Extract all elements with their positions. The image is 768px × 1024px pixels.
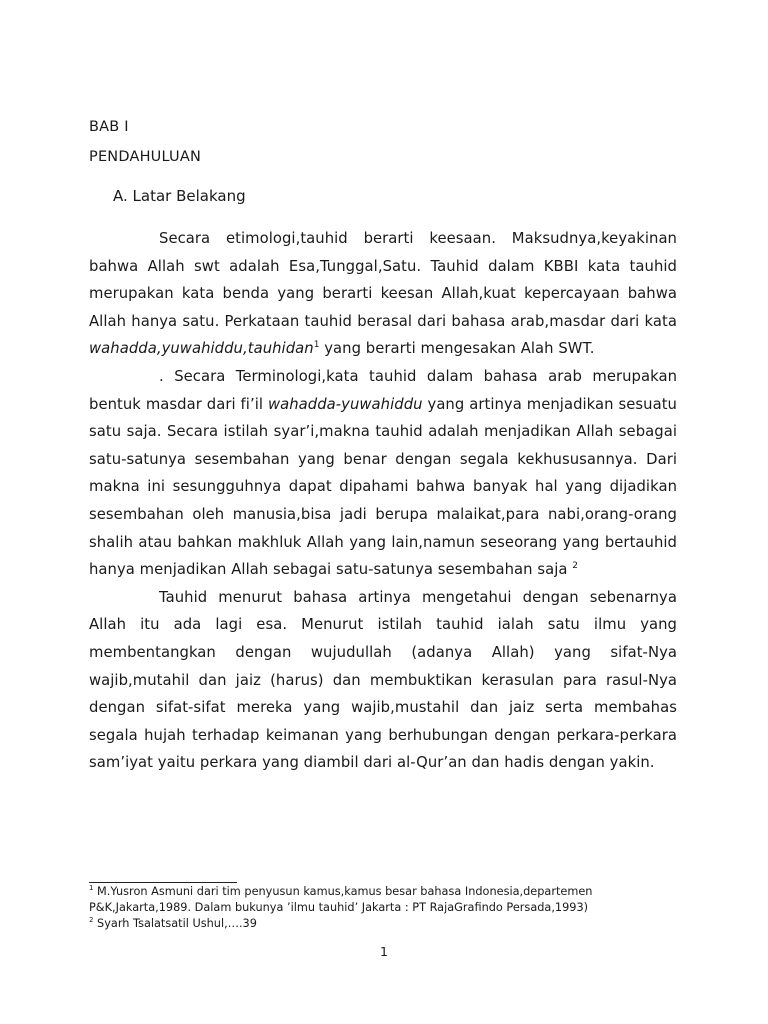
text-run: . Secara Terminologi,kata tauhid dalam bahasa arab merupakan bentuk masdar dari fi’il: [89, 367, 677, 413]
text-run: Tauhid menurut bahasa artinya mengetahui dengan sebenarnya Allah itu ada lagi esa. Menurut istilah tauhid ialah satu ilmu yang membentangkan dengan wujudullah (adanya Allah) yang sifat-Nya wajib,mutahil dan jaiz (harus) dan membuktikan kerasulan para rasul-Nya dengan sifat-sifat mereka yang wajib,mustahil dan jaiz serta membahas segala hujah terhadap keimanan yang berhubungan dengan perkara-perkara sam’iyat yaitu perkara yang diambil dari al-Qur’an dan hadis dengan yakin.: [89, 588, 677, 772]
text-run: yang artinya menjadikan sesuatu satu saja. Secara istilah syar’i,makna tauhid adalah menjadikan Allah sebagai satu-satunya sesembahan yang benar dengan segala kekhususannya. Dari makna ini sesungguhnya dapat dipahami bahwa banyak hal yang dijadikan sesembahan oleh manusia,bisa jadi berupa malaikat,para nabi,orang-orang shalih atau bahkan makhluk Allah yang lain,namun seseorang yang bertauhid hanya menjadikan Allah sebagai satu-satunya sesembahan saja: [89, 395, 677, 579]
paragraph-etimologi: [89, 225, 677, 363]
italic-term: wahadda,yuwahiddu,tauhidan: [89, 340, 314, 358]
paragraph-terminologi: [89, 363, 677, 584]
body-text: [89, 225, 677, 777]
footnote-reference: 2: [572, 561, 579, 572]
italic-term: wahadda-yuwahiddu: [267, 395, 423, 413]
footnote-text: M.Yusron Asmuni dari tim penyusun kamus,kamus besar bahasa Indonesia,departemen P&K,Jakarta,1989. Dalam bukunya ’ilmu tauhid’ Jakarta : PT RajaGrafindo Persada,1993): [89, 885, 593, 914]
footnote-2: [89, 916, 689, 932]
footnote-mark: 2: [89, 916, 94, 925]
chapter-number: BAB I: [89, 119, 129, 135]
footnotes: [89, 884, 689, 932]
chapter-title: PENDAHULUAN: [89, 149, 202, 165]
text-run: Secara etimologi,tauhid berarti keesaan. Maksudnya,keyakinan bahwa Allah swt adalah Esa,Tunggal,Satu. Tauhid dalam KBBI kata tauhid merupakan kata benda yang berarti keesan Allah,kuat kepercayaan bahwa Allah hanya satu. Perkataan tauhid berasal dari bahasa arab,masdar dari kata: [89, 230, 677, 330]
section-title: A. Latar Belakang: [113, 187, 246, 205]
paragraph-menurut-bahasa: [89, 584, 677, 777]
footnote-text: Syarh Tsalatsatil Ushul,….39: [93, 917, 257, 930]
footnote-1: [89, 884, 689, 916]
footnote-reference: 1: [313, 340, 320, 351]
text-run: yang berarti mengesakan Alah SWT.: [319, 340, 595, 358]
page-number: 1: [380, 944, 388, 959]
footnote-separator: [89, 882, 237, 883]
footnote-mark: 1: [89, 884, 94, 893]
